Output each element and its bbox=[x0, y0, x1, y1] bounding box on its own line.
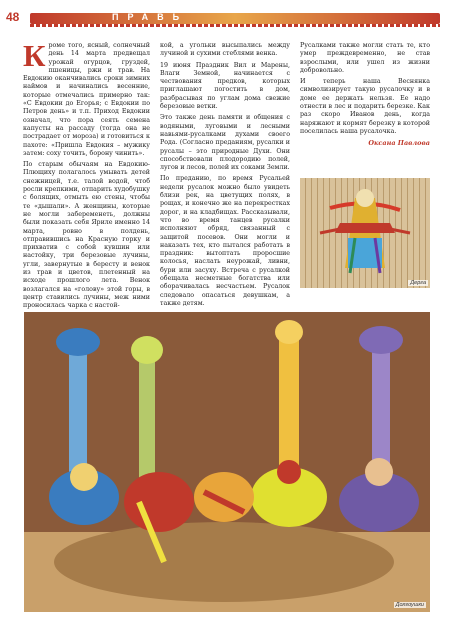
yarn-dolls-photo bbox=[24, 312, 430, 612]
drop-cap: К bbox=[23, 38, 46, 73]
yarn-dolls-illustration bbox=[24, 312, 430, 612]
page-header bbox=[0, 0, 453, 28]
doll-illustration bbox=[300, 178, 430, 288]
photo-caption: Долгоушки bbox=[395, 602, 424, 608]
paragraph: 19 июня Праздник Вил и Марены, Влаги Земной, начинается с чествования предков, которых приглашают погостить в дом, разбрасывая по углам дома свежие березовые ветки. bbox=[160, 61, 290, 111]
paragraph: По старым обычаям на Евдокию-Плющиху полагалось умывать детей снежницей, т.е. талой водой, чтоб росли крепкими, отпарить худобушку с болящих, отмыть ею стены, чтобы те «дышали». А женщины, которые не могли забеременеть, должны были показать себя Яриле именно 14 марта, ровно в полдень, отправившись на Красную горку и прихватив с собой кувшин или настойку, три березовые лучины, угли, завернутые в бересту и венок из трав и цветов, плетенный на исходе прошлого лета. Венок возлагался на «голову» этой горы, в центр ставились лучины, меж ними проносилась чарка с настой- bbox=[23, 161, 150, 310]
doll-photo bbox=[300, 178, 430, 288]
paragraph: И теперь наша Веснянка символизирует такую русалочку и в доме ее держать нельзя. Ее надо отнести в лес и подарить березке. Как раз скоро Иванов день, когда наряжают и кормят березку в которой поселилась наша русалочка. bbox=[300, 78, 430, 135]
page-number: 48 bbox=[6, 10, 20, 24]
header-bar bbox=[30, 13, 440, 24]
paragraph: кой, а угольки высыпались между лучиной и сухими стеблями венка. bbox=[160, 42, 290, 58]
photo-caption: Дерга bbox=[410, 280, 426, 286]
section-title: ПРАВЬ bbox=[112, 12, 189, 22]
doll-red bbox=[194, 472, 254, 522]
author-signature: Оксана Павлова bbox=[368, 139, 430, 148]
text-column-3 bbox=[300, 42, 430, 151]
text-column-1 bbox=[23, 38, 150, 314]
paragraph: Русалками также могли стать те, кто умер преждевременно, не став взрослыми, или ушел из жизни добровольно. bbox=[300, 42, 430, 74]
header-ornament bbox=[30, 24, 440, 27]
paragraph: Это также день памяти и общения с водяными, луговыми и лесными навьями-русалками духами своего Рода. (Согласно преданиям, русалки и русалы – это природные Духи. Они способствовали плодородию полей, лугов и лесов, полей их соками Земли. bbox=[160, 114, 290, 172]
text-column-2 bbox=[160, 42, 290, 311]
paragraph bbox=[23, 38, 150, 158]
paragraph-text: роме того, ясный, солнечный день 14 марта предвещал урожай огурцов, груздей, пшеницы, ржи и трав. На Евдокию оканчивались сроки зимних наймов и начинались весенние, которые отмечались примерно так: «С Евдокии до Егорья; с Евдокии по Петров день» и т.п. Приход Евдокии означал, что пора сеять семена капусты на рассаду (тогда она не пострадает от мороза) и готовиться к пахоте: «Пришла Евдокия – мужику затем: соху точить, борону чинить». bbox=[23, 42, 150, 157]
paragraph: По преданию, по время Русальей недели русалок можно было увидеть близи рек, на цветущих полях, в рощах, и конечно же на перекрестках дорог, и на кладбищах. Рассказывали, что во время танцев русалки исполняют обряд, связанный с защитой посевов. Они могли и наказать тех, кто пытался работать в праздник: вытоптать проросшие колосья, наслать неурожай, ливни, бури или засуху. Встреча с русалкой обещала несметные богатства или оборачивалась несчастьем. Русалок следовало опасаться девушкам, а также детям. bbox=[160, 175, 290, 307]
